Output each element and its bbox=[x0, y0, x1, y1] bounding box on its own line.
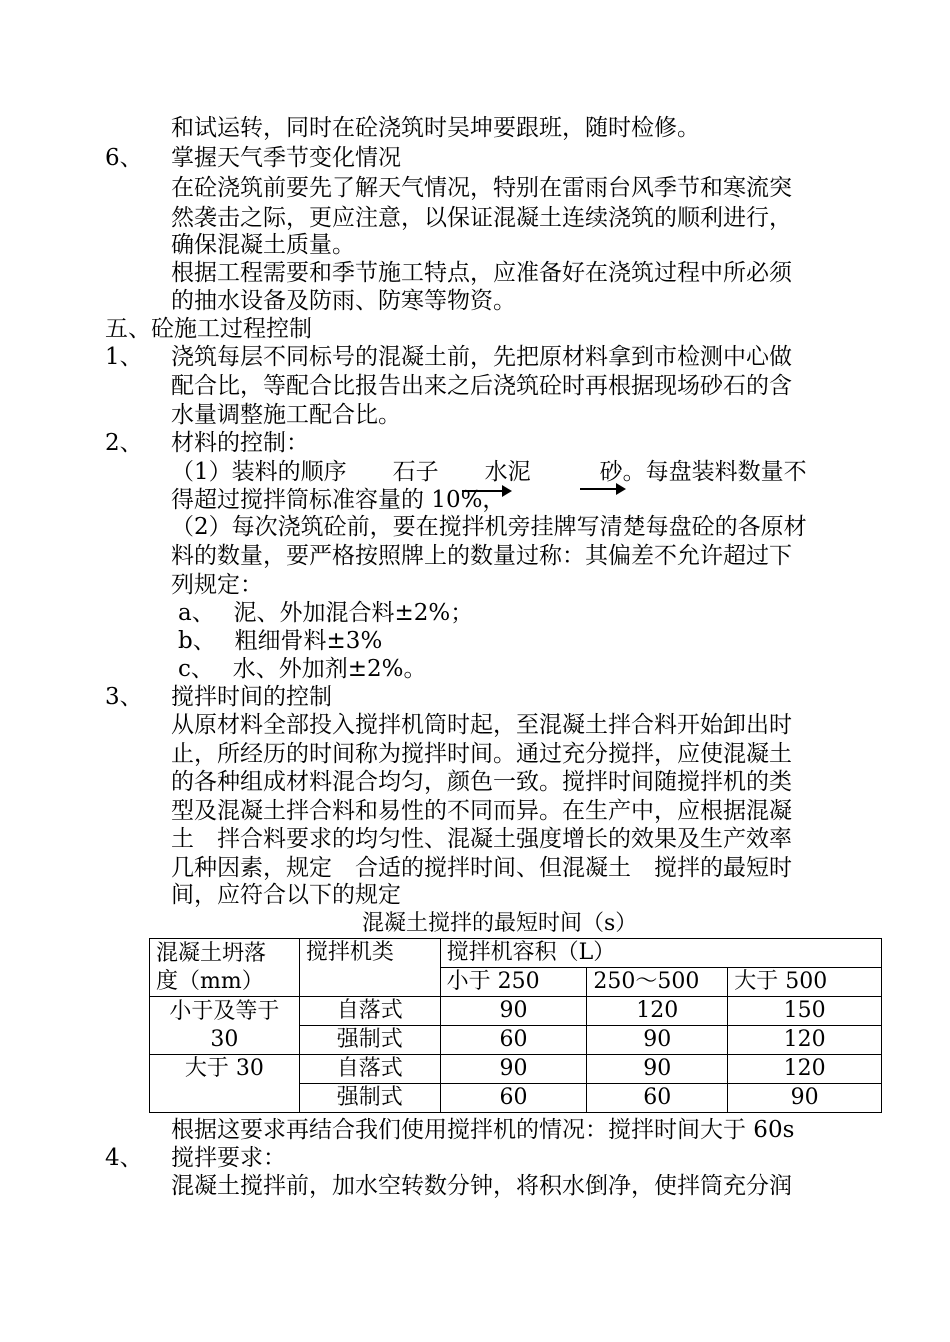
cell-value: 90 bbox=[440, 997, 587, 1026]
text-line-22: 从原材料全部投入搅拌机筒时起，至混凝土拌合料开始卸出时 bbox=[171, 712, 792, 738]
text-line-25: 型及混凝土拌合料和易性的不同而异。在生产中，应根据混凝 bbox=[171, 798, 792, 824]
text-line-28: 间，应符合以下的规定 bbox=[171, 882, 401, 908]
table-header-row bbox=[150, 939, 882, 968]
header-slump-line-2: 度（mm） bbox=[156, 968, 264, 994]
item-number-4: 4、 bbox=[105, 1145, 143, 1171]
text-line-24: 的各种组成材料混合均匀，颜色一致。搅拌时间随搅拌机的类 bbox=[171, 769, 792, 795]
slump-a-line-1: 小于及等于 bbox=[169, 998, 280, 1024]
text-line-13: （1）装料的顺序 石子 水泥 砂。每盘装料数量不 bbox=[171, 459, 807, 485]
cell-value: 120 bbox=[728, 1055, 882, 1084]
text-line-26: 土 拌合料要求的均匀性、混凝土强度增长的效果及生产效率 bbox=[171, 826, 792, 852]
header-mixer-type: 搅拌机类 bbox=[299, 939, 440, 997]
table-row bbox=[150, 1055, 882, 1084]
text-line-20: c、 水、外加剂±2%。 bbox=[178, 656, 427, 682]
text-line-6: 根据工程需要和季节施工特点，应准备好在浇筑过程中所必须 bbox=[171, 260, 792, 286]
header-cap-1: 小于 250 bbox=[440, 968, 587, 997]
header-slump bbox=[150, 939, 300, 997]
text-line-17: 列规定： bbox=[171, 572, 263, 598]
text-line-23: 止，所经历的时间称为搅拌时间。通过充分搅拌，应使混凝土 bbox=[171, 741, 792, 767]
text-line-3: 在砼浇筑前要先了解天气情况，特别在雷雨台风季节和寒流突 bbox=[171, 175, 792, 201]
heading-mixing-requirements: 搅拌要求： bbox=[171, 1145, 286, 1171]
text-line-15: （2）每次浇筑砼前，要在搅拌机旁挂牌写清楚每盘砼的各原材 bbox=[171, 514, 807, 540]
section-heading-5: 五、砼施工过程控制 bbox=[105, 316, 312, 342]
item-number-6: 6、 bbox=[105, 145, 143, 171]
header-slump-line-1: 混凝土坍落 bbox=[156, 940, 267, 966]
header-cap-2: 250～500 bbox=[587, 968, 728, 997]
cell-type: 强制式 bbox=[299, 1084, 440, 1113]
cell-value: 90 bbox=[587, 1026, 728, 1055]
text-line-7: 的抽水设备及防雨、防寒等物资。 bbox=[171, 288, 516, 314]
cell-value: 60 bbox=[440, 1026, 587, 1055]
text-line-27: 几种因素，规定 合适的搅拌时间、但混凝土 搅拌的最短时 bbox=[171, 855, 792, 881]
cell-value: 150 bbox=[728, 997, 882, 1026]
cell-value: 90 bbox=[728, 1084, 882, 1113]
slump-group-a bbox=[150, 997, 300, 1055]
item-number-1: 1、 bbox=[105, 344, 143, 370]
mixing-time-table bbox=[149, 938, 882, 1113]
cell-value: 60 bbox=[587, 1084, 728, 1113]
text-line-5: 确保混凝土质量。 bbox=[171, 232, 355, 258]
table-title: 混凝土搅拌的最短时间（s） bbox=[362, 911, 638, 936]
text-line-16: 料的数量，要严格按照牌上的数量过称：其偏差不允许超过下 bbox=[171, 543, 792, 569]
slump-group-b: 大于 30 bbox=[150, 1055, 300, 1113]
cell-value: 120 bbox=[587, 997, 728, 1026]
text-line-19: b、 粗细骨料±3% bbox=[178, 628, 383, 654]
text-line-10: 配合比，等配合比报告出来之后浇筑砼时再根据现场砂石的含 bbox=[171, 373, 792, 399]
heading-mixing-time: 搅拌时间的控制 bbox=[171, 684, 332, 710]
slump-a-line-2: 30 bbox=[210, 1026, 239, 1052]
heading-weather: 掌握天气季节变化情况 bbox=[171, 145, 401, 171]
text-line-11: 水量调整施工配合比。 bbox=[171, 402, 401, 428]
cell-value: 90 bbox=[440, 1055, 587, 1084]
arrow-2 bbox=[580, 488, 624, 490]
item-number-3: 3、 bbox=[105, 684, 143, 710]
cell-type: 自落式 bbox=[299, 1055, 440, 1084]
table-row bbox=[150, 997, 882, 1026]
heading-material: 材料的控制： bbox=[171, 430, 309, 456]
cell-type: 强制式 bbox=[299, 1026, 440, 1055]
text-after-table-1: 根据这要求再结合我们使用搅拌机的情况：搅拌时间大于 60s bbox=[171, 1117, 795, 1143]
header-capacity: 搅拌机容积（L） bbox=[440, 939, 881, 968]
cell-value: 60 bbox=[440, 1084, 587, 1113]
text-line-9: 浇筑每层不同标号的混凝土前，先把原材料拿到市检测中心做 bbox=[171, 344, 792, 370]
text-line-1: 和试运转，同时在砼浇筑时吴坤要跟班，随时检修。 bbox=[171, 115, 700, 141]
text-after-table-3: 混凝土搅拌前，加水空转数分钟，将积水倒净，使拌筒充分润 bbox=[171, 1173, 792, 1199]
text-line-4: 然袭击之际，更应注意，以保证混凝土连续浇筑的顺利进行， bbox=[171, 205, 792, 231]
item-number-2: 2、 bbox=[105, 430, 143, 456]
text-line-14: 得超过搅拌筒标准容量的 10%， bbox=[171, 487, 506, 513]
cell-value: 90 bbox=[587, 1055, 728, 1084]
text-line-18: a、 泥、外加混合料±2%； bbox=[178, 600, 474, 626]
cell-type: 自落式 bbox=[299, 997, 440, 1026]
cell-value: 120 bbox=[728, 1026, 882, 1055]
header-cap-3: 大于 500 bbox=[728, 968, 882, 997]
